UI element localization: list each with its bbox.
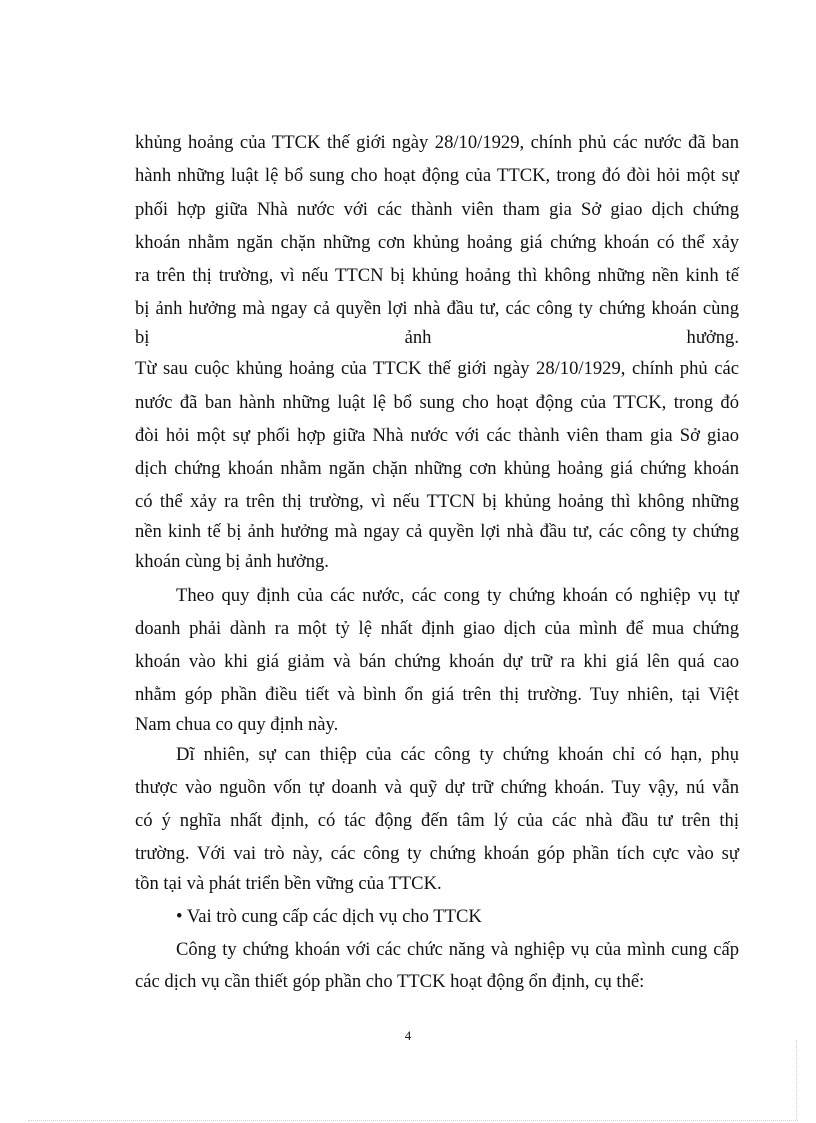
- text-line: khoán vào khi giá giảm và bán chứng khoán dự trữ ra khi giá lên quá cao: [135, 651, 739, 672]
- text-line: hành những luật lệ bổ sung cho hoạt động của TTCK, trong đó đòi hỏi một sự: [135, 165, 739, 186]
- text-line: tồn tại và phát triển bền vững của TTCK.: [135, 873, 442, 894]
- text-line: nước đã ban hành những luật lệ bổ sung cho hoạt động của TTCK, trong đó: [135, 392, 739, 413]
- text-line: đòi hỏi một sự phối hợp giữa Nhà nước với các thành viên tham gia Sở giao: [135, 425, 739, 446]
- text-line: bị ảnh hưởng mà ngay cả quyền lợi nhà đầu tư, các công ty chứng khoán cùng: [135, 298, 739, 319]
- text-line: khoán cùng bị ảnh hưởng.: [135, 551, 329, 572]
- text-line: bị ảnh hưởng.: [135, 327, 739, 348]
- bullet-item: • Vai trò cung cấp các dịch vụ cho TTCK: [176, 906, 482, 927]
- text-line: nhằm góp phần điều tiết và bình ổn giá trên thị trường. Tuy nhiên, tại Việt: [135, 684, 739, 705]
- text-line: nền kinh tế bị ảnh hưởng mà ngay cả quyền lợi nhà đầu tư, các công ty chứng: [135, 521, 739, 542]
- text-line: phối hợp giữa Nhà nước với các thành viên tham gia Sở giao dịch chứng: [135, 199, 739, 220]
- paragraph-first-line: Dĩ nhiên, sự can thiệp của các công ty chứng khoán chỉ có hạn, phụ: [176, 744, 739, 765]
- footer-divider: [28, 1120, 798, 1121]
- text-line: khủng hoảng của TTCK thế giới ngày 28/10/1929, chính phủ các nước đã ban: [135, 132, 739, 153]
- page-number: 4: [404, 1028, 412, 1043]
- margin-divider: [796, 1040, 797, 1120]
- text-line: có ý nghĩa nhất định, có tác động đến tâm lý của các nhà đầu tư trên thị: [135, 810, 739, 831]
- text-line: thược vào nguồn vốn tự doanh và quỹ dự trữ chứng khoán. Tuy vậy, nú vẫn: [135, 777, 739, 798]
- text-line: doanh phải dành ra một tỷ lệ nhất định giao dịch của mình để mua chứng: [135, 618, 739, 639]
- text-line: trường. Với vai trò này, các công ty chứng khoán góp phần tích cực vào sự: [135, 843, 739, 864]
- text-line: các dịch vụ cần thiết góp phần cho TTCK hoạt động ổn định, cụ thể:: [135, 971, 645, 992]
- text-line: Từ sau cuộc khủng hoảng của TTCK thế giới ngày 28/10/1929, chính phủ các: [135, 358, 739, 379]
- text-line: ra trên thị trường, vì nếu TTCN bị khủng hoảng thì không những nền kinh tế: [135, 265, 739, 286]
- paragraph-first-line: Theo quy định của các nước, các cong ty chứng khoán có nghiệp vụ tự: [176, 585, 739, 606]
- text-line: khoán nhằm ngăn chặn những cơn khủng hoảng giá chứng khoán có thể xảy: [135, 232, 739, 253]
- text-line: Nam chua co quy định này.: [135, 714, 339, 735]
- text-line: dịch chứng khoán nhằm ngăn chặn những cơn khủng hoảng giá chứng khoán: [135, 458, 739, 479]
- text-line: có thể xảy ra trên thị trường, vì nếu TTCN bị khủng hoảng thì không những: [135, 491, 739, 512]
- paragraph-first-line: Công ty chứng khoán với các chức năng và nghiệp vụ của mình cung cấp: [176, 939, 739, 960]
